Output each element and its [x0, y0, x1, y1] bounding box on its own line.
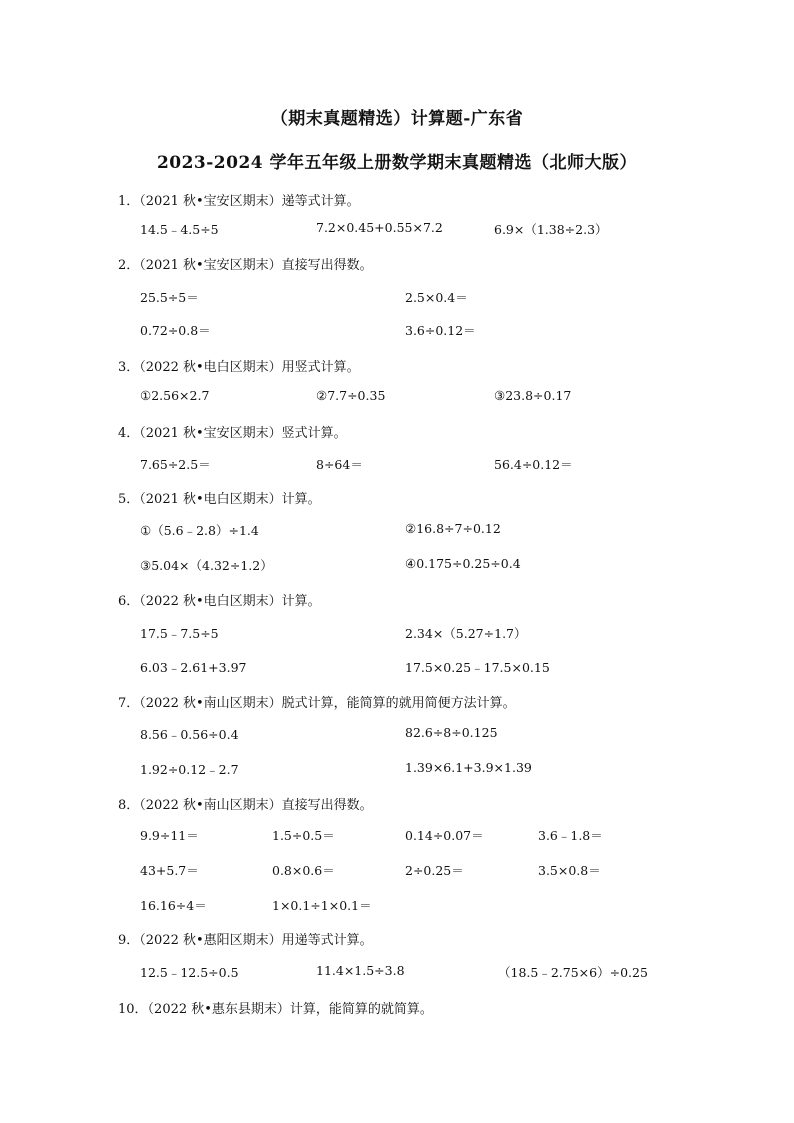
- expression: 56.4÷0.12＝: [494, 457, 573, 472]
- page-title-line2: 2023-2024 学年五年级上册数学期末真题精选（北师大版）: [156, 153, 638, 173]
- question-1: [118, 190, 360, 209]
- expression: ②16.8÷7÷0.12: [405, 521, 501, 536]
- expression: ③5.04×（4.32÷1.2）: [140, 558, 273, 573]
- expression: 6.03﹣2.61+3.97: [140, 660, 247, 675]
- expression: 11.4×1.5÷3.8: [316, 963, 405, 978]
- question-text: （2022 秋•南山区期末）直接写出得数。: [139, 798, 373, 813]
- expression: 7.65÷2.5＝: [140, 457, 211, 472]
- expression: 43+5.7＝: [140, 863, 199, 878]
- question-number: 1．: [118, 194, 140, 209]
- expression: 2.5×0.4＝: [405, 290, 468, 305]
- expression: 2÷0.25＝: [405, 863, 464, 878]
- page-title-line1: （期末真题精选）计算题-广东省: [270, 109, 524, 129]
- question-number: 10．: [118, 1002, 148, 1017]
- question-9: [118, 929, 373, 948]
- expression: 17.5﹣7.5÷5: [140, 626, 219, 641]
- expression: 16.16÷4＝: [140, 898, 207, 913]
- expression: 17.5×0.25﹣17.5×0.15: [405, 660, 550, 675]
- expression: 2.34×（5.27÷1.7）: [405, 626, 527, 641]
- expression: 0.8×0.6＝: [272, 863, 335, 878]
- question-text: （2021 秋•电白区期末）计算。: [139, 492, 321, 507]
- question-text: （2022 秋•电白区期末）计算。: [139, 594, 321, 609]
- question-8: [118, 794, 373, 813]
- expression: 1×0.1÷1×0.1＝: [272, 898, 372, 913]
- question-10: [118, 998, 433, 1017]
- expression: ②7.7÷0.35: [316, 388, 386, 403]
- expression: 14.5﹣4.5÷5: [140, 222, 219, 237]
- question-3: [118, 356, 360, 375]
- question-text: （2022 秋•南山区期末）脱式计算，能简算的就用简便方法计算。: [139, 696, 516, 711]
- question-text: （2021 秋•宝安区期末）竖式计算。: [139, 426, 347, 441]
- expression: 82.6÷8÷0.125: [405, 725, 498, 740]
- question-6: [118, 590, 321, 609]
- question-text: （2022 秋•惠阳区期末）用递等式计算。: [139, 933, 373, 948]
- expression: 12.5﹣12.5÷0.5: [140, 965, 239, 980]
- question-5: [118, 488, 321, 507]
- expression: 9.9÷11＝: [140, 828, 199, 843]
- expression: （18.5﹣2.75×6）÷0.25: [498, 965, 648, 980]
- question-text: （2022 秋•电白区期末）用竖式计算。: [139, 360, 360, 375]
- expression: 3.6﹣1.8＝: [538, 828, 603, 843]
- question-text: （2021 秋•宝安区期末）直接写出得数。: [139, 258, 373, 273]
- expression: 1.5÷0.5＝: [272, 828, 335, 843]
- question-number: 3．: [118, 360, 140, 375]
- expression: 6.9×（1.38÷2.3）: [494, 222, 608, 237]
- question-text: （2022 秋•惠东县期末）计算，能简算的就简算。: [147, 1002, 433, 1017]
- question-number: 4．: [118, 426, 140, 441]
- question-number: 7．: [118, 696, 140, 711]
- expression: 1.92÷0.12﹣2.7: [140, 762, 239, 777]
- question-number: 6．: [118, 594, 140, 609]
- expression: 8÷64＝: [316, 457, 363, 472]
- expression: 3.6÷0.12＝: [405, 323, 476, 338]
- expression: 3.5×0.8＝: [538, 863, 601, 878]
- expression: ④0.175÷0.25÷0.4: [405, 556, 521, 571]
- question-2: [118, 254, 373, 273]
- question-number: 8．: [118, 798, 140, 813]
- expression: 7.2×0.45+0.55×7.2: [316, 220, 443, 235]
- question-number: 5．: [118, 492, 140, 507]
- question-4: [118, 422, 347, 441]
- expression: ①（5.6﹣2.8）÷1.4: [140, 523, 259, 538]
- question-number: 9．: [118, 933, 140, 948]
- expression: 0.14÷0.07＝: [405, 828, 484, 843]
- expression: ①2.56×2.7: [140, 388, 210, 403]
- expression: ③23.8÷0.17: [494, 388, 572, 403]
- question-7: [118, 692, 516, 711]
- expression: 8.56﹣0.56÷0.4: [140, 727, 239, 742]
- expression: 25.5÷5＝: [140, 290, 199, 305]
- expression: 0.72÷0.8＝: [140, 323, 211, 338]
- expression: 1.39×6.1+3.9×1.39: [405, 760, 532, 775]
- question-text: （2021 秋•宝安区期末）递等式计算。: [139, 194, 360, 209]
- question-number: 2．: [118, 258, 140, 273]
